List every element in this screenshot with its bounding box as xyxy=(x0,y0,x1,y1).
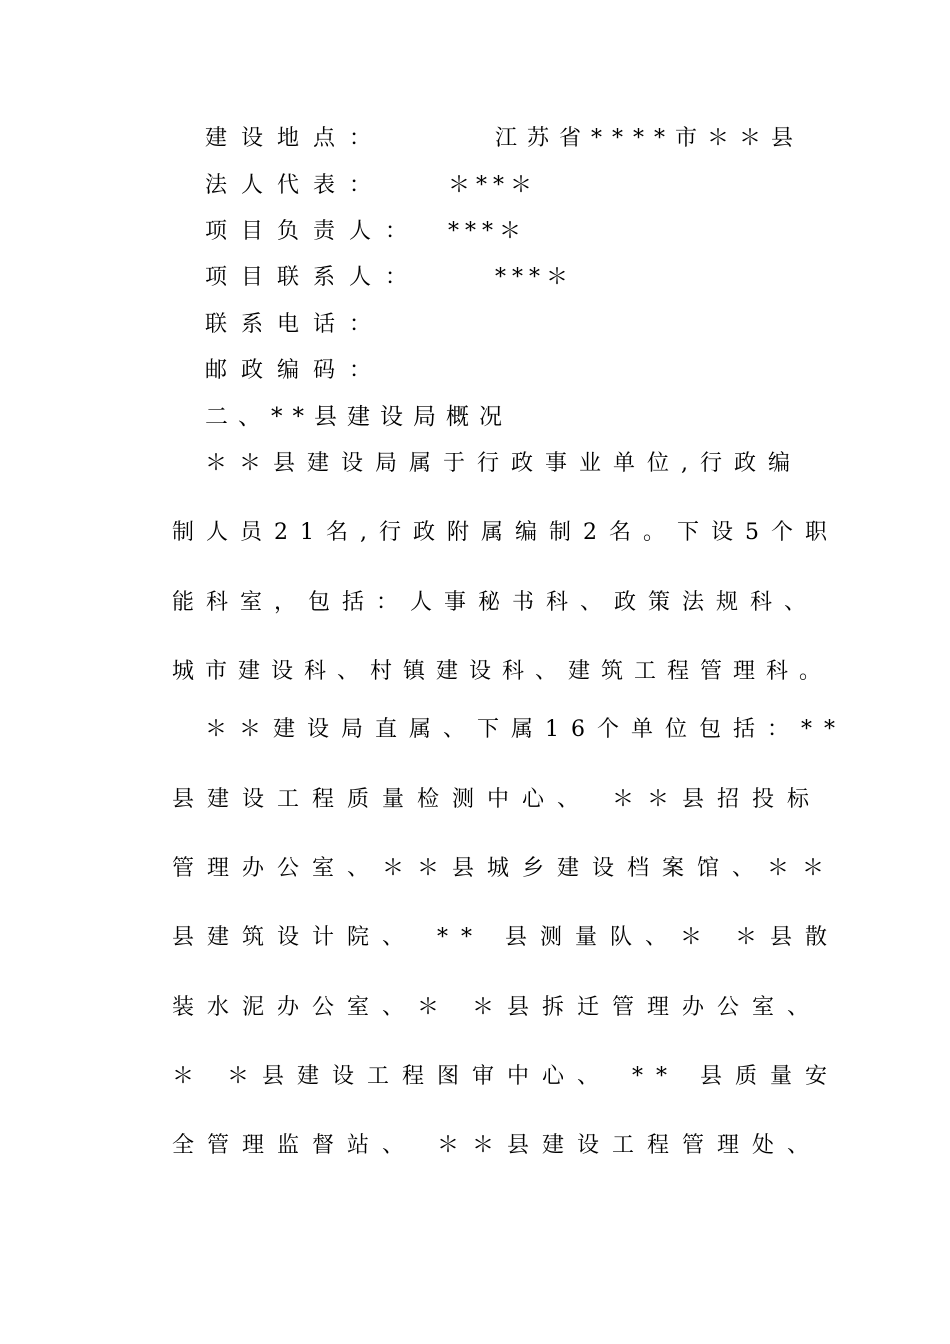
paragraph-line: 制人员21名,行政附属编制2名。下设5个职 xyxy=(172,520,839,545)
info-value-location: 江苏省****市＊＊县 xyxy=(495,126,804,151)
info-label-phone: 联系电话： xyxy=(205,312,386,337)
paragraph-line: 能科室，包括：人事秘书科、政策法规科、 xyxy=(172,590,819,615)
paragraph-line: 管理办公室、＊＊县城乡建设档案馆、＊＊ xyxy=(172,856,838,881)
paragraph-line: 全管理监督站、 ＊＊县建设工程管理处、 xyxy=(172,1133,822,1158)
paragraph-line: 县建设工程质量检测中心、 ＊＊县招投标 xyxy=(172,787,822,812)
info-label-legal-rep: 法人代表： xyxy=(205,173,386,198)
paragraph-line: 县建筑设计院、 ** 县测量队、＊ ＊县散 xyxy=(172,925,840,950)
info-label-postcode: 邮政编码： xyxy=(205,358,386,383)
paragraph-line: 装水泥办公室、＊ ＊县拆迁管理办公室、 xyxy=(172,995,822,1020)
paragraph-line: ＊＊建设局直属、下属16个单位包括：** xyxy=(205,717,847,742)
paragraph-line: ＊＊县建设局属于行政事业单位,行政编 xyxy=(205,451,802,476)
info-label-project-lead: 项目负责人： xyxy=(205,219,422,244)
info-value-legal-rep: ＊**＊ xyxy=(448,173,539,198)
info-label-project-contact: 项目联系人： xyxy=(205,265,422,290)
section-heading: 二、**县建设局概况 xyxy=(205,404,512,430)
paragraph-line: ＊ ＊县建设工程图审中心、 ** 县质量安 xyxy=(172,1064,840,1089)
paragraph-line: 城市建设科、村镇建设科、建筑工程管理科。 xyxy=(172,659,833,684)
info-label-location: 建设地点： xyxy=(205,126,386,151)
info-value-project-lead: ***＊ xyxy=(448,219,528,244)
info-value-project-contact: ***＊ xyxy=(495,265,575,290)
